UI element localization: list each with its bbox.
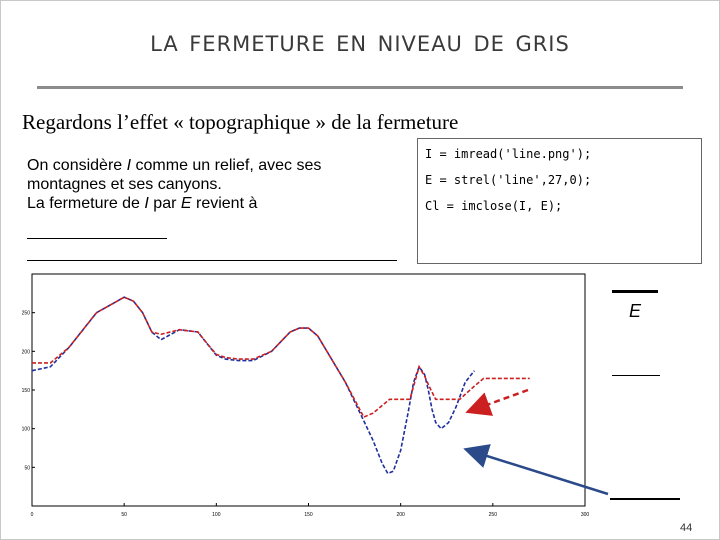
x-tick-label: 200 xyxy=(396,512,405,518)
answer-blank-right-2 xyxy=(610,498,680,500)
page-number: 44 xyxy=(680,522,693,534)
code-line: E = strel('line',27,0); xyxy=(425,173,592,187)
slide-subtitle: Regardons l’effet « topographique » de la fermeture xyxy=(22,110,459,134)
body-line-3: La fermeture de I par E revient à xyxy=(27,195,258,212)
x-tick-label: 50 xyxy=(121,512,127,518)
x-tick-label: 100 xyxy=(212,512,221,518)
body-line-2: montagnes et ses canyons. xyxy=(27,176,222,193)
answer-blank-long xyxy=(27,260,397,261)
variable-i: I xyxy=(144,195,149,212)
slide-title: la fermeture en niveau de gris xyxy=(150,24,570,59)
variable-i: I xyxy=(126,157,132,174)
y-tick-label: 100 xyxy=(21,426,30,433)
y-tick-label: 250 xyxy=(21,310,30,317)
answer-blank-short xyxy=(27,238,167,239)
x-tick-label: 300 xyxy=(580,512,590,518)
x-tick-label: 0 xyxy=(30,512,34,518)
x-tick-label: 250 xyxy=(488,512,498,518)
code-line: Cl = imclose(I, E); xyxy=(425,199,563,213)
answer-blank-right-1 xyxy=(612,375,660,376)
variable-e: E xyxy=(180,195,192,212)
x-tick-label: 150 xyxy=(304,512,313,518)
plot-area xyxy=(32,274,585,506)
structuring-element-label: E xyxy=(612,290,658,322)
y-tick-label: 50 xyxy=(24,465,30,472)
body-text xyxy=(27,156,407,213)
code-box xyxy=(417,138,702,264)
y-tick-label: 150 xyxy=(21,388,30,394)
y-tick-label: 200 xyxy=(21,349,30,356)
title-divider xyxy=(37,86,683,89)
body-line-1: On considère I comme un relief, avec ses xyxy=(27,157,322,174)
code-line: I = imread('line.png'); xyxy=(425,147,592,161)
